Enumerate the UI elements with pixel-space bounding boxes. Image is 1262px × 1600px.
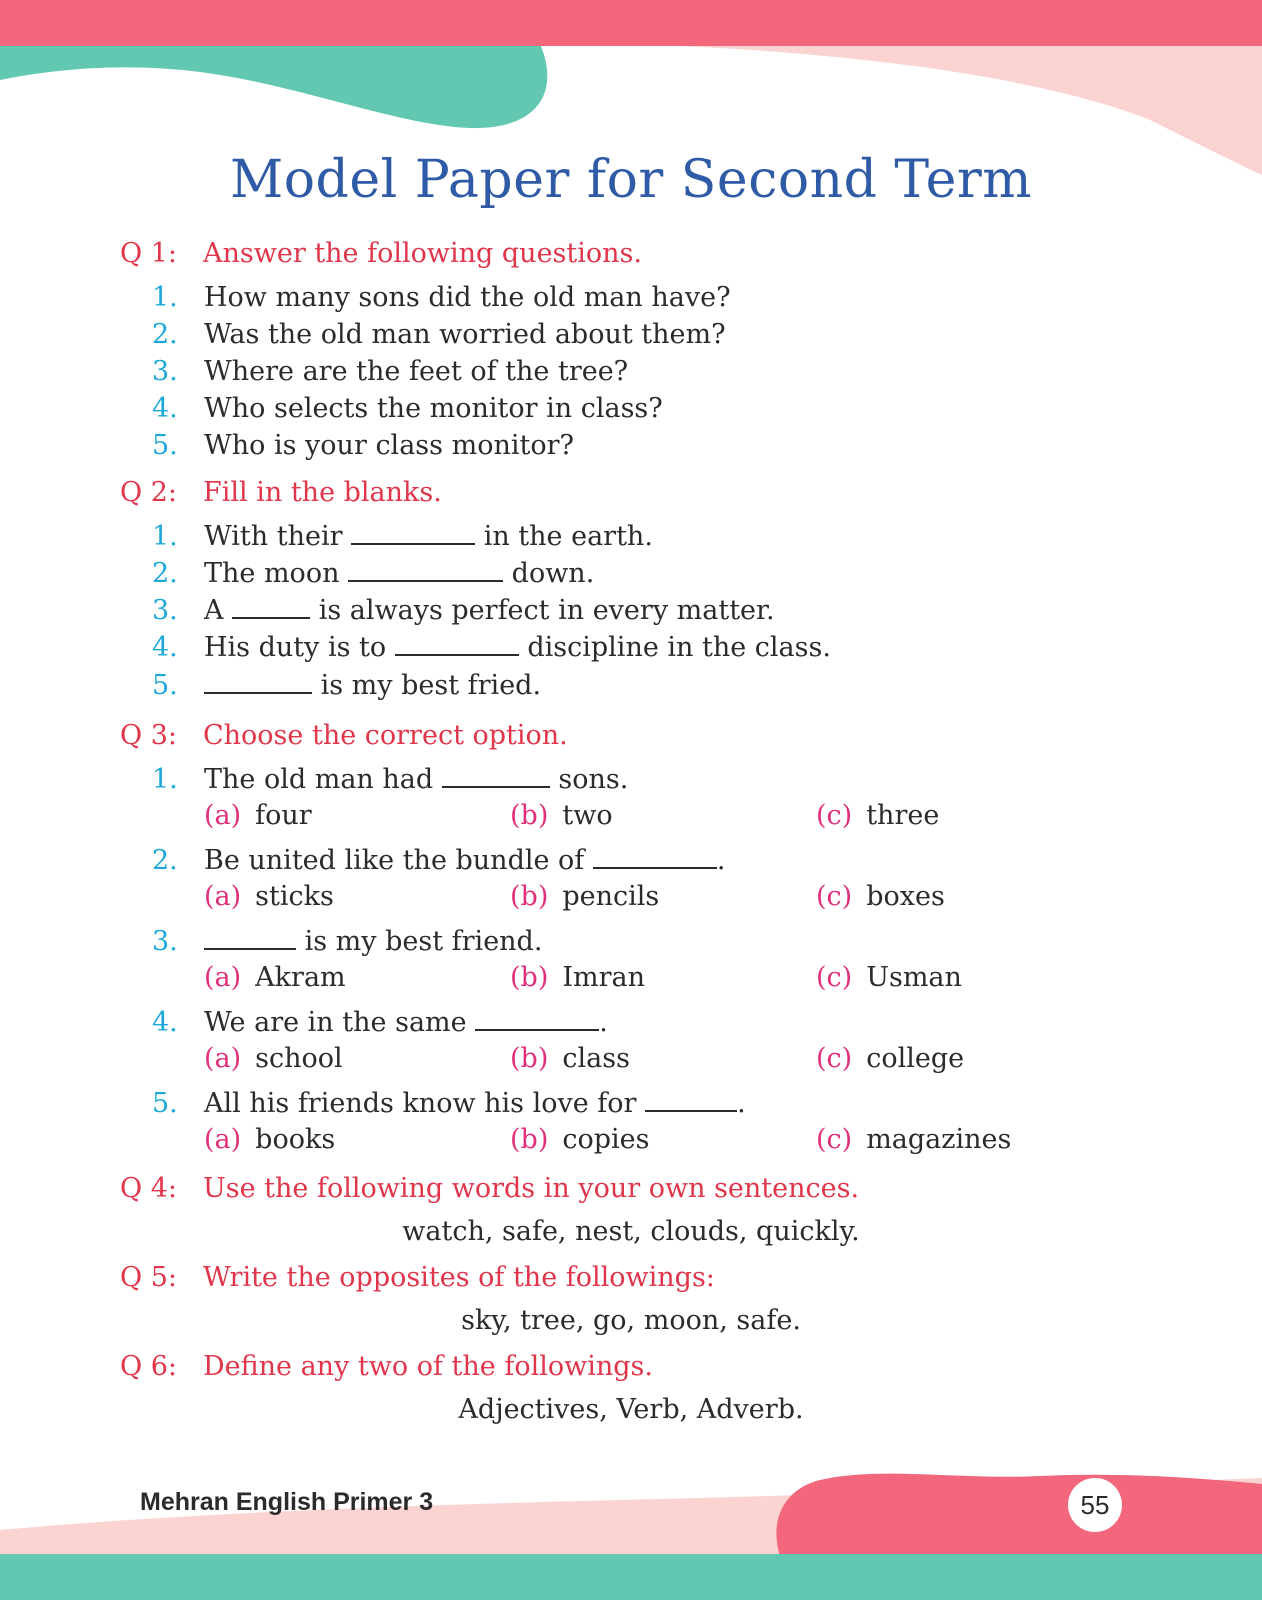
option-c[interactable]: (c) boxes [816, 881, 945, 912]
option-b[interactable]: (b) copies [510, 1124, 650, 1155]
option-c[interactable]: (c) college [816, 1043, 965, 1074]
word-list: sky, tree, go, moon, safe. [461, 1305, 801, 1336]
page-title: Model Paper for Second Term [229, 150, 1033, 210]
question-6-heading [120, 1351, 653, 1382]
question-number: Q 1: [120, 238, 177, 269]
list-item: 2. Be united like the bundle of . [152, 845, 726, 876]
question-instruction: Write the opposites of the followings: [203, 1262, 715, 1293]
bottom-pink-blob [776, 1474, 1262, 1556]
list-item: 2. The moon down. [152, 558, 595, 589]
word-list: Adjectives, Verb, Adverb. [458, 1394, 804, 1425]
list-item: 4. His duty is to discipline in the class. [152, 632, 831, 663]
list-item: 2. Was the old man worried about them? [152, 319, 726, 350]
question-number: Q 5: [120, 1262, 177, 1293]
list-item: 5. is my best fried. [152, 670, 542, 701]
question-instruction: Answer the following questions. [203, 238, 642, 269]
option-a[interactable]: (a) Akram [204, 962, 346, 993]
option-c[interactable]: (c) three [816, 800, 940, 831]
top-teal-blob [0, 44, 547, 128]
option-c[interactable]: (c) magazines [816, 1124, 1012, 1155]
list-item: 3. A is always perfect in every matter. [152, 595, 775, 626]
question-number: Q 4: [120, 1173, 177, 1204]
question-2-heading [120, 477, 442, 508]
option-b[interactable]: (b) Imran [510, 962, 646, 993]
top-pink-band [0, 0, 1262, 46]
answer-blank[interactable] [645, 1086, 737, 1112]
list-item: 1. How many sons did the old man have? [152, 282, 731, 313]
bottom-teal-band [0, 1554, 1262, 1600]
option-c[interactable]: (c) Usman [816, 962, 962, 993]
question-instruction: Define any two of the followings. [203, 1351, 653, 1382]
word-list: watch, safe, nest, clouds, quickly. [402, 1216, 860, 1247]
answer-blank[interactable] [395, 630, 519, 656]
question-instruction: Use the following words in your own sentences. [203, 1173, 860, 1204]
list-item: 5. All his friends know his love for . [152, 1088, 746, 1119]
page-number: 55 [1068, 1478, 1122, 1532]
answer-blank[interactable] [593, 843, 717, 869]
list-item: 3. is my best friend. [152, 926, 543, 957]
answer-blank[interactable] [348, 556, 503, 582]
question-number: Q 2: [120, 477, 177, 508]
answer-blank[interactable] [204, 924, 296, 950]
answer-blank[interactable] [232, 593, 310, 619]
list-item: 4. We are in the same . [152, 1007, 608, 1038]
question-5-heading [120, 1262, 715, 1293]
answer-blank[interactable] [475, 1005, 599, 1031]
question-instruction: Choose the correct option. [203, 720, 568, 751]
option-b[interactable]: (b) two [510, 800, 613, 831]
question-3-heading [120, 720, 568, 751]
list-item: 4. Who selects the monitor in class? [152, 393, 663, 424]
list-item: 3. Where are the feet of the tree? [152, 356, 629, 387]
list-item: 5. Who is your class monitor? [152, 430, 574, 461]
option-a[interactable]: (a) sticks [204, 881, 334, 912]
list-item: 1. With their in the earth. [152, 521, 653, 552]
question-number: Q 3: [120, 720, 177, 751]
list-item: 1. The old man had sons. [152, 764, 629, 795]
question-instruction: Fill in the blanks. [203, 477, 442, 508]
answer-blank[interactable] [351, 519, 475, 545]
option-a[interactable]: (a) books [204, 1124, 336, 1155]
answer-blank[interactable] [204, 668, 312, 694]
option-b[interactable]: (b) class [510, 1043, 630, 1074]
question-4-heading [120, 1173, 859, 1204]
option-a[interactable]: (a) four [204, 800, 312, 831]
answer-blank[interactable] [442, 762, 550, 788]
question-number: Q 6: [120, 1351, 177, 1382]
question-1-heading [120, 238, 642, 269]
book-title: Mehran English Primer 3 [140, 1488, 434, 1516]
option-a[interactable]: (a) school [204, 1043, 343, 1074]
option-b[interactable]: (b) pencils [510, 881, 660, 912]
